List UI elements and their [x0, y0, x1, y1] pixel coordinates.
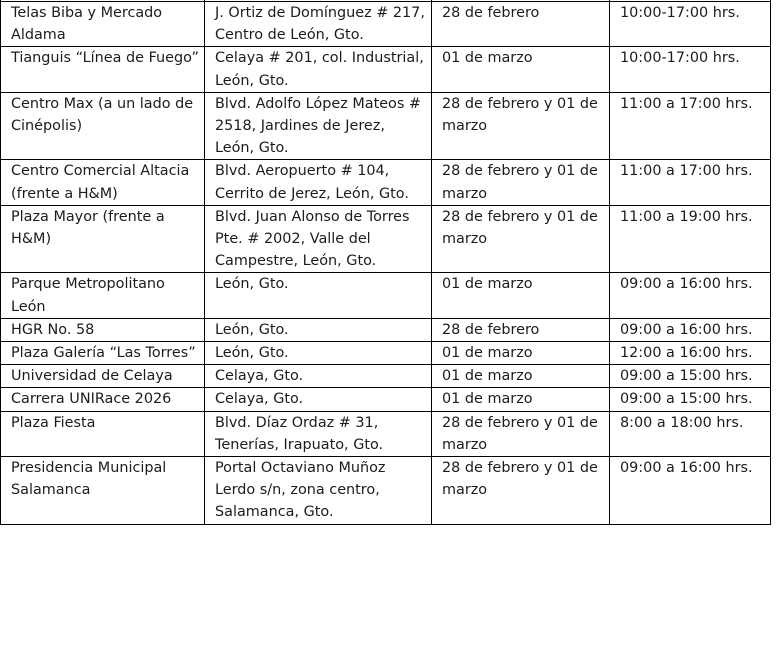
cell-place: Plaza Mayor (frente a H&M)	[1, 205, 205, 273]
cell-place: Plaza Fiesta	[1, 411, 205, 456]
cell-date: 28 de febrero	[432, 2, 610, 47]
cell-hours: 09:00 a 16:00 hrs.	[610, 273, 771, 318]
cell-date: 28 de febrero y 01 de marzo	[432, 411, 610, 456]
cell-date: 28 de febrero y 01 de marzo	[432, 92, 610, 160]
cell-place: Universidad de Celaya	[1, 365, 205, 388]
cell-hours: 12:00 a 16:00 hrs.	[610, 342, 771, 365]
cell-date: 28 de febrero y 01 de marzo	[432, 205, 610, 273]
cell-place: Parque Metropolitano León	[1, 273, 205, 318]
table-row	[1, 2, 771, 47]
cell-place: Presidencia Municipal Salamanca	[1, 457, 205, 525]
cell-address: Blvd. Juan Alonso de Torres Pte. # 2002, Valle del Campestre, León, Gto.	[205, 205, 432, 273]
table-row	[1, 318, 771, 341]
cell-date: 01 de marzo	[432, 47, 610, 92]
table-row	[1, 47, 771, 92]
table-body	[1, 0, 771, 524]
table-row	[1, 365, 771, 388]
cell-place: Telas Biba y Mercado Aldama	[1, 2, 205, 47]
cell-address: Portal Octaviano Muñoz Lerdo s/n, zona centro, Salamanca, Gto.	[205, 457, 432, 525]
cell-date: 28 de febrero y 01 de marzo	[432, 457, 610, 525]
cell-date: 01 de marzo	[432, 388, 610, 411]
cell-place: Tianguis “Línea de Fuego”	[1, 47, 205, 92]
cell-hours: 09:00 a 16:00 hrs.	[610, 457, 771, 525]
cell-hours: 09:00 a 16:00 hrs.	[610, 318, 771, 341]
cell-hours: 11:00 a 19:00 hrs.	[610, 205, 771, 273]
cell-address: Blvd. Díaz Ordaz # 31, Tenerías, Irapuato, Gto.	[205, 411, 432, 456]
table-row	[1, 411, 771, 456]
cell-hours: 09:00 a 15:00 hrs.	[610, 365, 771, 388]
table-row	[1, 342, 771, 365]
cell-hours: 8:00 a 18:00 hrs.	[610, 411, 771, 456]
cell-address: León, Gto.	[205, 318, 432, 341]
cell-address: Celaya, Gto.	[205, 365, 432, 388]
cell-address: J. Ortiz de Domínguez # 217, Centro de León, Gto.	[205, 2, 432, 47]
cell-date: 01 de marzo	[432, 273, 610, 318]
cell-hours: 11:00 a 17:00 hrs.	[610, 92, 771, 160]
cell-date: 28 de febrero	[432, 318, 610, 341]
cell-place: Centro Comercial Altacia (frente a H&M)	[1, 160, 205, 205]
table-row	[1, 205, 771, 273]
cell-place: HGR No. 58	[1, 318, 205, 341]
table-row	[1, 92, 771, 160]
cell-address: León, Gto.	[205, 342, 432, 365]
table-row	[1, 388, 771, 411]
cell-address: Celaya # 201, col. Industrial, León, Gto.	[205, 47, 432, 92]
cell-hours: 11:00 a 17:00 hrs.	[610, 160, 771, 205]
cell-address: Blvd. Aeropuerto # 104, Cerrito de Jerez, León, Gto.	[205, 160, 432, 205]
cell-hours: 09:00 a 15:00 hrs.	[610, 388, 771, 411]
cell-address: León, Gto.	[205, 273, 432, 318]
cell-address: Blvd. Adolfo López Mateos # 2518, Jardines de Jerez, León, Gto.	[205, 92, 432, 160]
table-row	[1, 457, 771, 525]
table-row	[1, 273, 771, 318]
cell-hours: 10:00-17:00 hrs.	[610, 47, 771, 92]
cell-place: Plaza Galería “Las Torres”	[1, 342, 205, 365]
cell-hours: 10:00-17:00 hrs.	[610, 2, 771, 47]
cell-place: Centro Max (a un lado de Cinépolis)	[1, 92, 205, 160]
table-row	[1, 160, 771, 205]
cell-date: 01 de marzo	[432, 365, 610, 388]
cell-date: 01 de marzo	[432, 342, 610, 365]
cell-date: 28 de febrero y 01 de marzo	[432, 160, 610, 205]
cell-address: Celaya, Gto.	[205, 388, 432, 411]
cell-place: Carrera UNIRace 2026	[1, 388, 205, 411]
